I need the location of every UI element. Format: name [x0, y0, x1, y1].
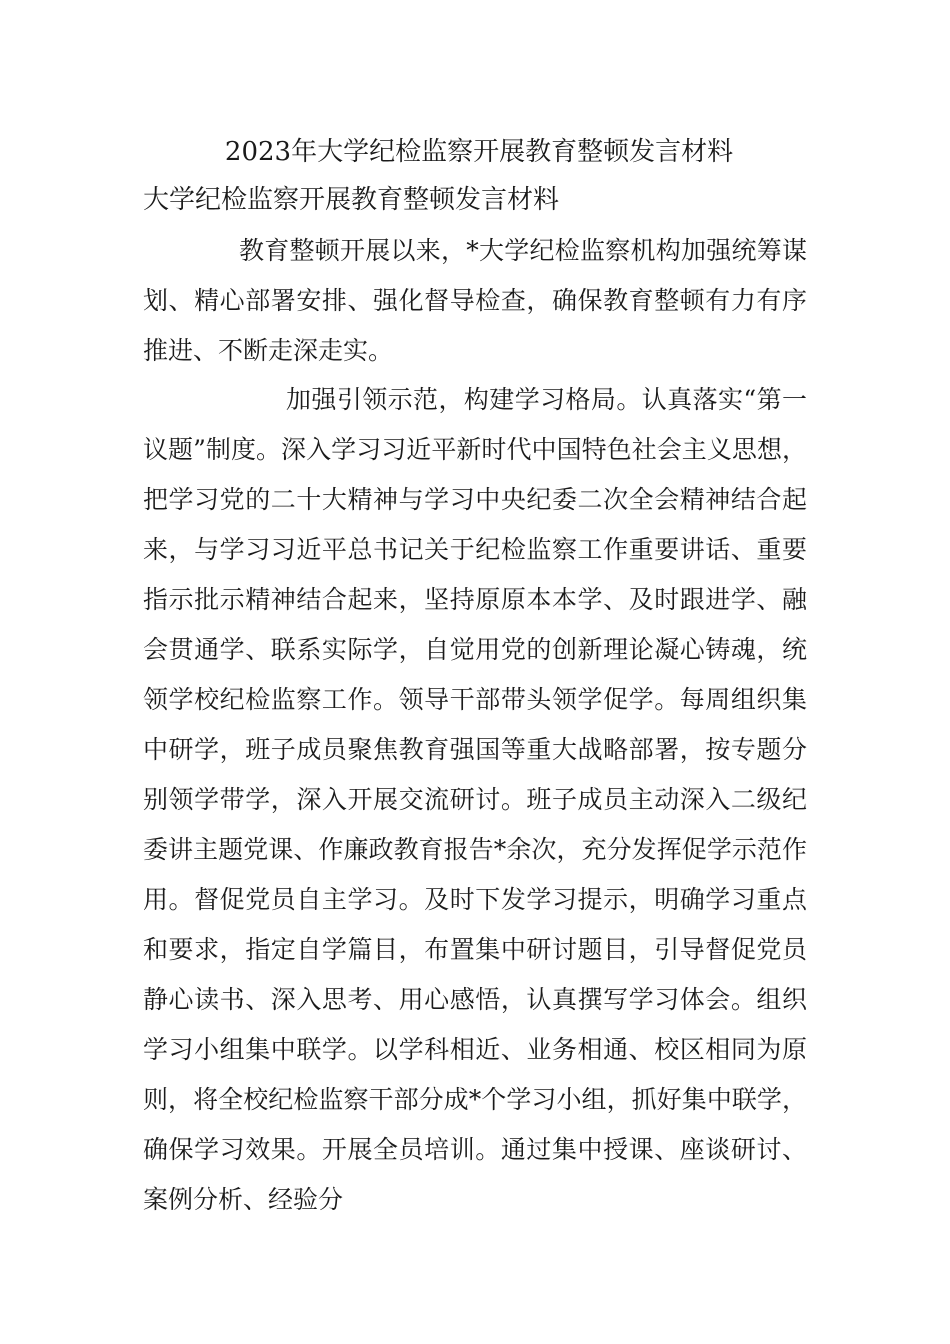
document-title: 2023年大学纪检监察开展教育整顿发言材料 [224, 137, 734, 167]
paragraph-study-pattern: 加强引领示范，构建学习格局。认真落实“第一议题”制度。深入学习习近平新时代中国特色社会主义思想，把学习党的二十大精神与学习中央纪委二次全会精神结合起来，与学习习近平总书记关于纪检监察工作重要讲话、重要指示批示精神结合起来，坚持原原本本学、及时跟进学、融会贯通学、联系实际学，自觉用党的创新理论凝心铸魂，统领学校纪检监察工作。领导干部带头领学促学。每周组织集中研学，班子成员聚焦教育强国等重大战略部署，按专题分别领学带学，深入开展交流研讨。班子成员主动深入二级纪委讲主题党课、作廉政教育报告*余次，充分发挥促学示范作用。督促党员自主学习。及时下发学习提示，明确学习重点和要求，指定自学篇目，布置集中研讨题目，引导督促党员静心读书、深入思考、用心感悟，认真撰写学习体会。组织学习小组集中联学。以学科相近、业务相通、校区相同为原则，将全校纪检监察干部分成*个学习小组，抓好集中联学，确保学习效果。开展全员培训。通过集中授课、座谈研讨、案例分析、经验分 [143, 385, 807, 1214]
paragraph-intro: 教育整顿开展以来，*大学纪检监察机构加强统筹谋划、精心部署安排、强化督导检查，确保教育整顿有力有序推进、不断走深走实。 [143, 236, 807, 365]
document-subtitle: 大学纪检监察开展教育整顿发言材料 [143, 185, 560, 215]
